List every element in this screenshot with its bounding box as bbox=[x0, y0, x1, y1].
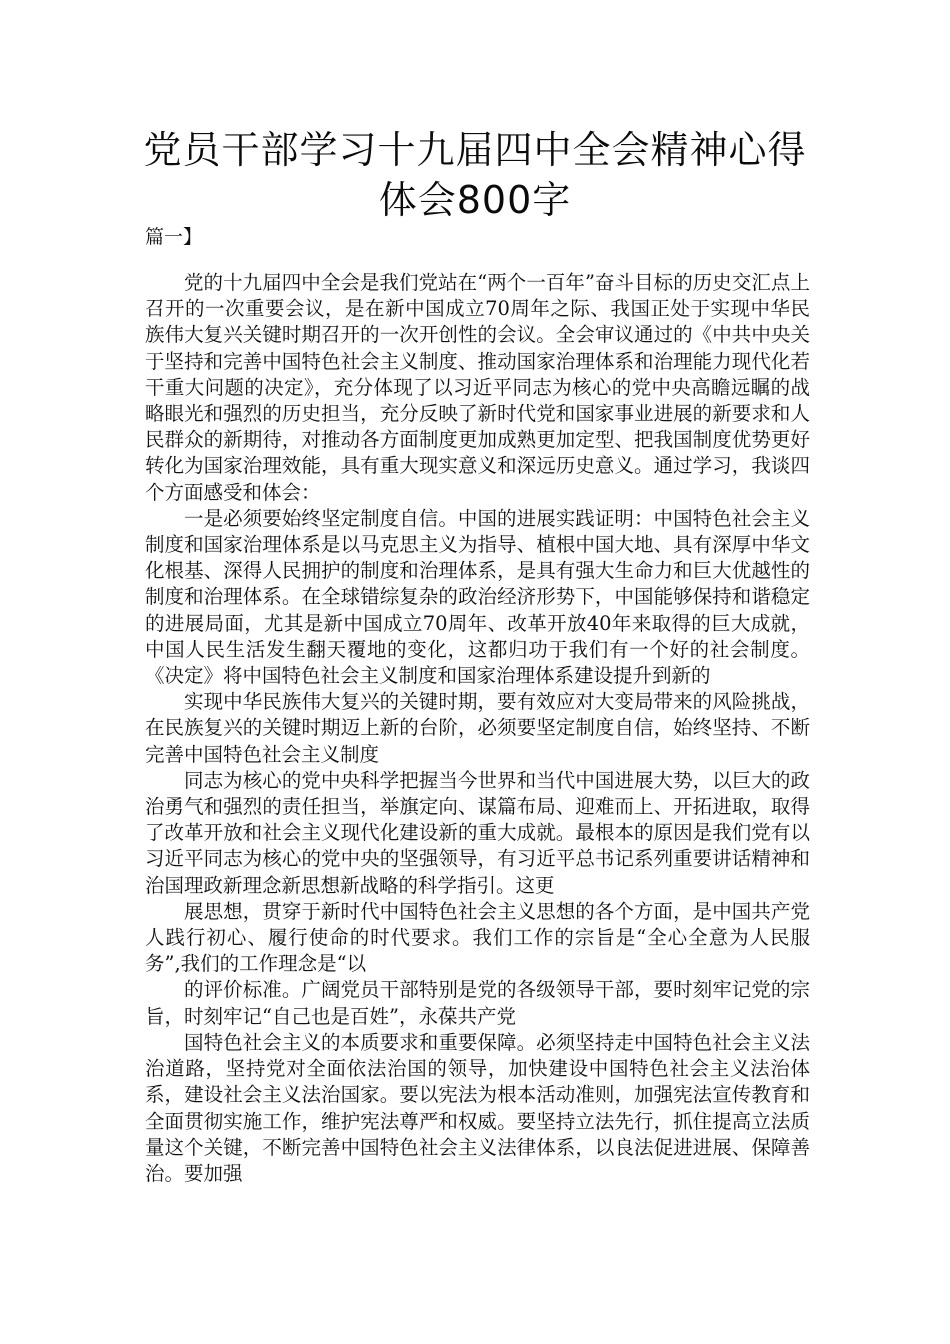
paragraph-4: 同志为核心的党中央科学把握当今世界和当代中国进展大势，以巨大的政治勇气和强烈的责任担当，举旗定向、谋篇布局、迎难而上、开拓进取，取得了改革开放和社会主义现代化建设新的重大成就。最根本的原因是我们党有以习近平同志为核心的党中央的坚强领导，有习近平总书记系列重要讲话精神和治国理政新理念新思想新战略的科学指引。这更 bbox=[145, 768, 810, 897]
paragraph-1: 党的十九届四中全会是我们党站在“两个一百年”奋斗目标的历史交汇点上召开的一次重要会议，是在新中国成立70周年之际、我国正处于实现中华民族伟大复兴关键时期召开的一次开创性的会议。全会审议通过的《中共中央关于坚持和完善中国特色社会主义制度、推动国家治理体系和治理能力现代化若干重大问题的决定》，充分体现了以习近平同志为核心的党中央高瞻远瞩的战略眼光和强烈的历史担当，充分反映了新时代党和国家事业进展的新要求和人民群众的新期待，对推动各方面制度更加成熟更加定型、把我国制度优势更好转化为国家治理效能，具有重大现实意义和深远历史意义。通过学习，我谈四个方面感受和体会： bbox=[145, 271, 810, 504]
paragraph-3: 实现中华民族伟大复兴的关键时期，要有效应对大变局带来的风险挑战，在民族复兴的关键时期迈上新的台阶，必须要坚定制度自信，始终坚持、不断完善中国特色社会主义制度 bbox=[145, 690, 810, 766]
paragraph-2: 一是必须要始终坚定制度自信。中国的进展实践证明：中国特色社会主义制度和国家治理体系是以马克思主义为指导、植根中国大地、具有深厚中华文化根基、深得人民拥护的制度和治理体系，是具有强大生命力和巨大优越性的制度和治理体系。在全球错综复杂的政治经济形势下，中国能够保持和谐稳定的进展局面，尤其是新中国成立70周年、改革开放40年来取得的巨大成就，中国人民生活发生翻天覆地的变化，这都归功于我们有一个好的社会制度。《决定》将中国特色社会主义制度和国家治理体系建设提升到新的 bbox=[145, 506, 810, 688]
paragraph-6: 的评价标准。广阔党员干部特别是党的各级领导干部，要时刻牢记党的宗旨，时刻牢记“自己也是百姓”，永葆共产党 bbox=[145, 978, 810, 1028]
paragraph-7: 国特色社会主义的本质要求和重要保障。必须坚持走中国特色社会主义法治道路，坚持党对全面依法治国的领导，加快建设中国特色社会主义法治体系，建设社会主义法治国家。要以宪法为根本活动准则，加强宪法宣传教育和全面贯彻实施工作，维护宪法尊严和权威。要坚持立法先行，抓住提高立法质量这个关键，不断完善中国特色社会主义法律体系，以良法促进进展、保障善治。要加强 bbox=[145, 1030, 810, 1185]
document-body bbox=[145, 270, 810, 1187]
document-title-line-1: 党员干部学习十九届四中全会精神心得 bbox=[143, 128, 807, 172]
document-title-line-2: 体会800字 bbox=[378, 178, 572, 222]
section-label: 篇一】 bbox=[145, 226, 203, 248]
paragraph-5: 展思想，贯穿于新时代中国特色社会主义思想的各个方面，是中国共产党人践行初心、履行使命的时代要求。我们工作的宗旨是“全心全意为人民服务”,我们的工作理念是“以 bbox=[145, 899, 810, 976]
